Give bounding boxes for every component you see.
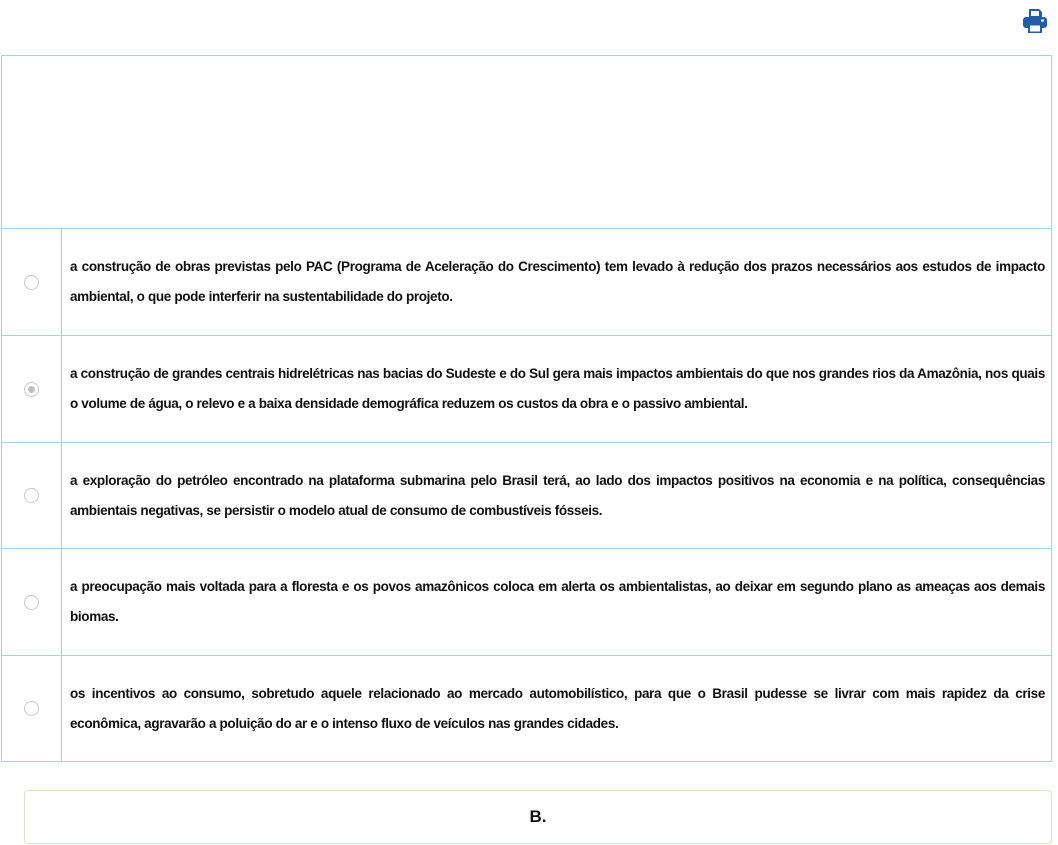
option-c-radio[interactable] bbox=[24, 488, 39, 503]
option-a-radio[interactable] bbox=[24, 275, 39, 290]
option-a-text: a construção de obras previstas pelo PAC (Programa de Aceleração do Crescimento) tem levado à redução dos prazos necessários aos estudos de impacto ambiental, o que pode interferir na sustentabilidade do projeto. bbox=[70, 259, 1045, 304]
option-e-text: os incentivos ao consumo, sobretudo aquele relacionado ao mercado automobilístico, para que o Brasil pudesse se livrar com mais rapidez da crise econômica, agravarão a poluição do ar e o intenso fluxo de veículos nas grandes cidades. bbox=[70, 685, 1045, 731]
question-table bbox=[1, 55, 1052, 762]
question-statement bbox=[2, 56, 1051, 229]
option-e-radio[interactable] bbox=[24, 701, 39, 716]
option-radio-cell bbox=[2, 336, 62, 442]
option-radio-cell bbox=[2, 656, 62, 761]
option-c[interactable] bbox=[2, 443, 1051, 549]
printer-icon bbox=[1020, 6, 1050, 36]
option-d-text: a preocupação mais voltada para a floresta e os povos amazônicos coloca em alerta os ambientalistas, ao deixar em segundo plano as ameaças aos demais biomas. bbox=[70, 579, 1045, 624]
answer-box bbox=[24, 790, 1052, 844]
option-b-text: a construção de grandes centrais hidrelétricas nas bacias do Sudeste e do Sul gera mais impactos ambientais do que nos grandes rios da Amazônia, nos quais o volume de água, o relevo e a baixa densidade demográfica reduzem os custos da obra e o passivo ambiental. bbox=[70, 366, 1045, 411]
option-a[interactable] bbox=[2, 229, 1051, 336]
option-radio-cell bbox=[2, 549, 62, 655]
option-b[interactable] bbox=[2, 336, 1051, 443]
option-radio-cell bbox=[2, 229, 62, 335]
option-e[interactable] bbox=[2, 656, 1051, 761]
answer-label: B. bbox=[529, 807, 547, 826]
option-d-radio[interactable] bbox=[24, 595, 39, 610]
option-radio-cell bbox=[2, 443, 62, 548]
option-d[interactable] bbox=[2, 549, 1051, 656]
print-button[interactable] bbox=[1018, 4, 1052, 38]
option-c-text: a exploração do petróleo encontrado na plataforma submarina pelo Brasil terá, ao lado dos impactos positivos na economia e na política, consequências ambientais negativas, se persistir o modelo atual de consumo de combustíveis fósseis. bbox=[70, 472, 1045, 518]
option-b-radio[interactable] bbox=[24, 382, 39, 397]
